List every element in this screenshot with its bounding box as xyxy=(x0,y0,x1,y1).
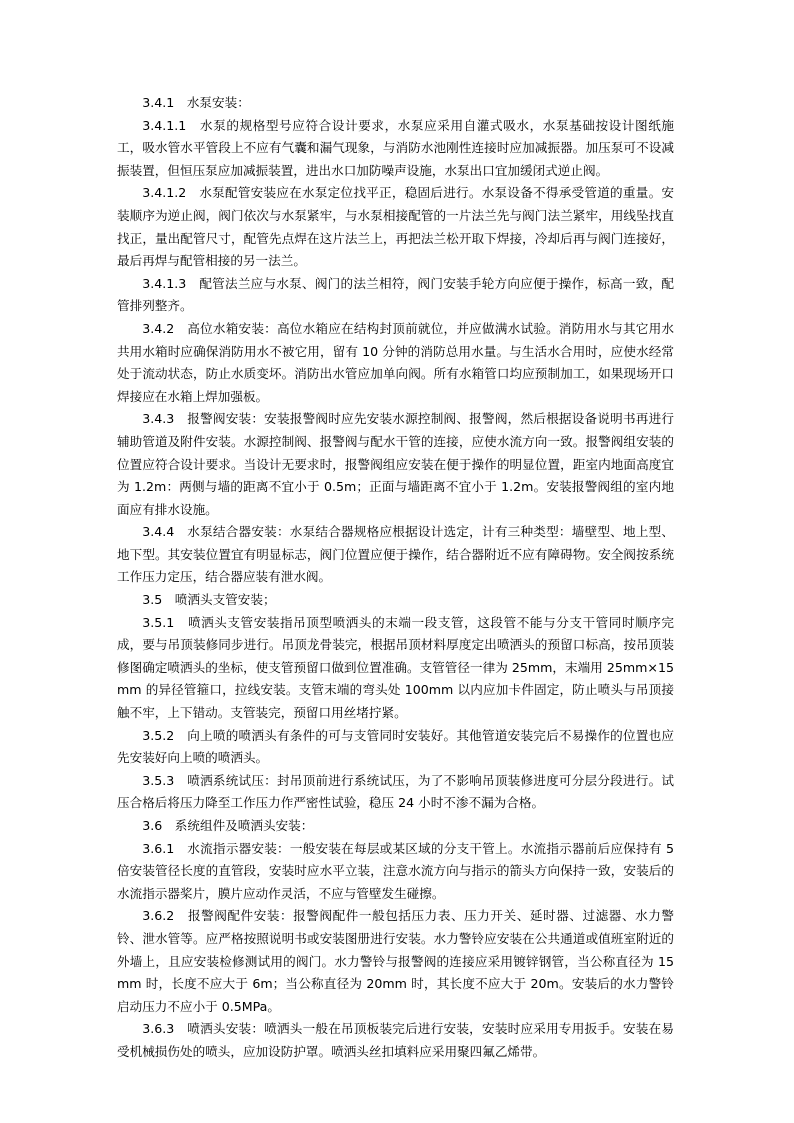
paragraph-3-6-1: 3.6.1 水流指示器安装：一般安装在每层或某区域的分支干管上。水流指示器前后应保持有 5 倍安装管径长度的直管段，安装时应水平立装，注意水流方向与指示的箭头方向保持一致，安装后的水流指示器桨片，膜片应动作灵活，不应与管壁发生碰擦。 xyxy=(117,840,674,901)
heading-3-6: 3.6 系统组件及喷洒头安装： xyxy=(142,818,314,833)
paragraph-3-4-3: 3.4.3 报警阀安装：安装报警阀时应先安装水源控制阀、报警阀，然后根据设备说明书再进行辅助管道及附件安装。水源控制阀、报警阀与配水干管的连接，应使水流方向一致。报警阀组安装的位置应符合设计要求。当设计无要求时，报警阀组应安装在便于操作的明显位置，距室内地面高度宜为 1.2m：两侧与墙的距离不宜小于 0.5m；正面与墙距离不宜小于 1.2m。安装报警阀组的室内地面应有排水设施。 xyxy=(117,411,674,517)
heading-3-4-1: 3.4.1 水泵安装： xyxy=(142,95,250,110)
paragraph-3-4-4: 3.4.4 水泵结合器安装：水泵结合器规格应根据设计选定，计有三种类型：墙壁型、地上型、地下型。其安装位置宜有明显标志，阀门位置应便于操作，结合器附近不应有障碍物。安全阀按系统工作压力定压，结合器应装有泄水阀。 xyxy=(117,524,674,585)
paragraph-3-5-1: 3.5.1 喷洒头支管安装指吊顶型喷洒头的末端一段支管，这段管不能与分支干管同时顺序完成，要与吊顶装修同步进行。吊顶龙骨装完，根据吊顶材料厚度定出喷洒头的预留口标高，按吊顶装修图确定喷洒头的坐标，使支管预留口做到位置准确。支管管径一律为 25mm，末端用 25mm×15mm 的异径管箍口，拉线安装。支管末端的弯头处 100mm 以内应加卡件固定，防止喷头与吊顶接触不牢，上下错动。支管装完，预留口用丝堵拧紧。 xyxy=(117,614,674,721)
paragraph-3-6-3: 3.6.3 喷洒头安装：喷洒头一般在吊顶板装完后进行安装，安装时应采用专用扳手。安装在易受机械损伤处的喷头，应加设防护罩。喷洒头丝扣填料应采用聚四氟乙烯带。 xyxy=(117,1021,674,1059)
paragraph-3-4-1-3: 3.4.1.3 配管法兰应与水泵、阀门的法兰相符，阀门安装手轮方向应便于操作，标高一致，配管排列整齐。 xyxy=(117,275,674,314)
paragraph-3-5-3: 3.5.3 喷洒系统试压：封吊顶前进行系统试压，为了不影响吊顶装修进度可分层分段进行。试压合格后将压力降至工作压力作严密性试验，稳压 24 小时不渗不漏为合格。 xyxy=(117,772,674,811)
paragraph-3-6-2: 3.6.2 报警阀配件安装：报警阀配件一般包括压力表、压力开关、延时器、过滤器、水力警铃、泄水管等。应严格按照说明书或安装图册进行安装。水力警铃应安装在公共通道或值班室附近的外墙上，且应安装检修测试用的阀门。水力警铃与报警阀的连接应采用镀锌钢管，当公称直径为 15mm 时，长度不应大于 6m；当公称直径为 20mm 时，其长度不应大于 20m。安装后的水力警铃启动压力不应小于 0.5MPa。 xyxy=(117,908,674,1014)
paragraph-3-5-2: 3.5.2 向上喷的喷洒头有条件的可与支管同时安装好。其他管道安装完后不易操作的位置也应先安装好向上喷的喷洒头。 xyxy=(117,727,674,766)
paragraph-3-4-1-2: 3.4.1.2 水泵配管安装应在水泵定位找平正，稳固后进行。水泵设备不得承受管道的重量。安装顺序为逆止阀，阀门依次与水泵紧牢，与水泵相接配管的一片法兰先与阀门法兰紧牢，用线坠找直找正，量出配管尺寸，配管先点焊在这片法兰上，再把法兰松开取下焊接，冷却后再与阀门连接好，最后再焊与配管相接的另一法兰。 xyxy=(117,185,674,269)
document-page xyxy=(117,92,674,1064)
heading-3-5: 3.5 喷洒头支管安装； xyxy=(142,592,276,608)
paragraph-3-4-1-1: 3.4.1.1 水泵的规格型号应符合设计要求，水泵应采用自灌式吸水，水泵基础按设计图纸施工，吸水管水平管段上不应有气囊和漏气现象，与消防水池刚性连接时应加减振器。加压泵可不设减振装置，但恒压泵应加减振装置，进出水口加防噪声设施，水泵出口宜加缓闭式逆止阀。 xyxy=(117,117,674,178)
paragraph-3-4-2: 3.4.2 高位水箱安装：高位水箱应在结构封顶前就位，并应做满水试验。消防用水与其它用水共用水箱时应确保消防用水不被它用，留有 10 分钟的消防总用水量。与生活水合用时，应使水经常处于流动状态，防止水质变坏。消防出水管应加单向阀。所有水箱管口均应预制加工，如果现场开口焊接应在水箱上焊加强板。 xyxy=(117,320,674,404)
